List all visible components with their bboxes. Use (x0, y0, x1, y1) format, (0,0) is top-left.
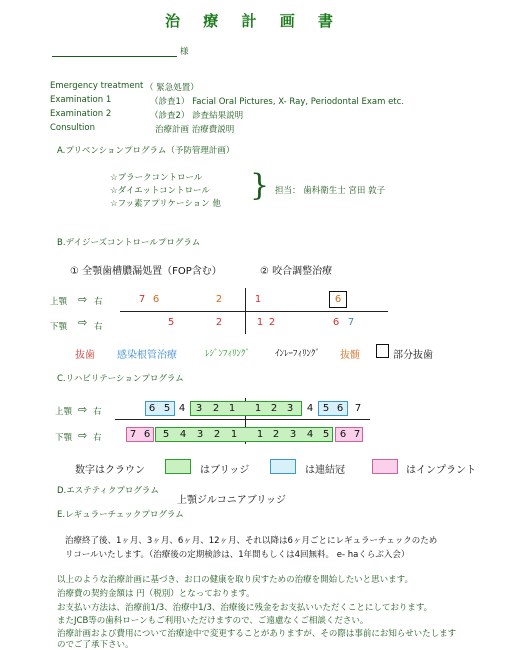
section-c-heading: C.リハビリテーションプログラム (57, 374, 184, 384)
section-e-line-1: 治療終了後、1ヶ月、3ヶ月、6ヶ月、12ヶ月、それ以降は6ヶ月ごとにレギュラーチェックのため (65, 536, 438, 546)
footer-line: お支払い方法は、治療前1/3、治療中1/3、治療後に残金をお支払いいただくことにしております。 (57, 603, 433, 613)
section-e-heading: E.レギュラーチェックプログラム (57, 510, 184, 520)
c-upper-tooth: 4 (306, 403, 314, 414)
intro-exam1-label: Examination 1 (50, 95, 112, 105)
legend-partial-box (376, 344, 389, 358)
c-lower-tooth: 6 (339, 429, 347, 440)
c-legend-bridge-swatch (165, 459, 191, 474)
legend-partial-extraction: 部分抜歯 (393, 350, 433, 361)
legend-extraction: 抜歯 (75, 350, 95, 361)
sama-label: 様 (180, 47, 189, 57)
c-upper-tooth: 5 (163, 403, 171, 414)
c-legend-crown: 数字はクラウン (75, 465, 145, 476)
c-legend-splint: は連結冠 (305, 465, 345, 476)
footer-line: 治療計画および費用について治療途中で変更することがありますが、その際は事前にお知らせいたします (57, 629, 457, 639)
c-upper-tooth: 1 (254, 403, 262, 414)
c-upper-tooth: 4 (178, 403, 186, 414)
c-upper-tooth: 6 (336, 403, 344, 414)
legend-inlay-filling: ｲﾝﾚｰﾌｨﾘﾝｸﾞ (275, 349, 321, 359)
c-lower-tooth: 4 (306, 429, 314, 440)
c-upper-arrow-icon: ⇨ (78, 403, 88, 416)
b-lower-arrow-icon: ⇨ (78, 316, 88, 329)
b-lower-tooth: 5 (167, 317, 175, 328)
footer-line: 治療費の契約金額は 円（税別）となっております。 (57, 589, 255, 599)
c-legend-bridge: はブリッジ (200, 465, 250, 476)
document-title: 治 療 計 画 書 (165, 12, 342, 30)
c-upper-tooth: 2 (270, 403, 278, 414)
b-chart-horizontal-line (120, 311, 388, 312)
c-lower-tooth: 7 (353, 429, 361, 440)
b-lower-right-label: 右 (94, 322, 103, 332)
section-d-heading: D.エステティクプログラム (57, 486, 159, 496)
footer-line: 以上のような治療計画に基づき、お口の健康を取り戻すための治療を開始したいと思います。 (57, 575, 413, 585)
section-b-plan-2: ② 咬合調整治療 (260, 266, 333, 277)
intro-emergency-desc: （ 緊急処置） (145, 83, 199, 93)
c-upper-right-label: 右 (93, 407, 102, 417)
legend-resin-filling: ﾚｼﾞﾝﾌｨﾘﾝｸﾞ (205, 349, 251, 359)
c-upper-tooth: 3 (195, 403, 203, 414)
c-lower-label: 下顎 (55, 433, 73, 443)
section-e-line-2: リコールいたします。（治療後の定期検診は、1年間もしくは4回無料。 e- haくらぶ入会） (65, 550, 410, 560)
c-lower-tooth: 4 (179, 429, 187, 440)
b-chart-vertical-line (245, 288, 246, 334)
b-upper-tooth: 6 (334, 294, 342, 305)
b-upper-right-label: 右 (94, 297, 103, 307)
legend-pulpectomy: 抜髄 (340, 350, 360, 361)
c-lower-right-label: 右 (93, 433, 102, 443)
intro-emergency-label: Emergency treatment (50, 81, 144, 91)
c-upper-tooth: 2 (212, 403, 220, 414)
section-a-item-2: ☆ダイエットコントロール (110, 186, 210, 196)
intro-consult-desc: 治療計画 治療費説明 (155, 125, 235, 135)
c-upper-tooth: 5 (322, 403, 330, 414)
c-lower-arrow-icon: ⇨ (78, 429, 88, 442)
b-lower-label: 下顎 (50, 322, 68, 332)
c-lower-tooth: 2 (213, 429, 221, 440)
c-upper-tooth: 6 (148, 403, 156, 414)
c-legend-splint-swatch (270, 459, 296, 474)
intro-consult-label: Consultion (50, 123, 95, 133)
intro-exam2-label: Examination 2 (50, 109, 112, 119)
c-lower-tooth: 2 (272, 429, 280, 440)
section-a-heading: A.プリベンションプログラム（予防管理計画） (57, 146, 235, 156)
b-lower-tooth: 2 (215, 317, 223, 328)
c-legend-implant: はインプラント (406, 465, 476, 476)
b-upper-label: 上顎 (50, 297, 68, 307)
c-upper-tooth: 1 (228, 403, 236, 414)
patient-name-line[interactable] (52, 55, 177, 57)
c-upper-label: 上顎 (55, 407, 73, 417)
c-lower-tooth: 1 (230, 429, 238, 440)
c-lower-tooth: 5 (162, 429, 170, 440)
intro-exam1-desc: （診査1） Facial Oral Pictures, X- Ray, Periodontal Exam etc. (150, 97, 405, 107)
b-upper-tooth: 7 (138, 294, 146, 305)
c-upper-tooth: 3 (286, 403, 294, 414)
b-lower-tooth: 7 (347, 317, 355, 328)
section-a-item-1: ☆プラークコントロール (110, 173, 203, 183)
c-lower-tooth: 3 (289, 429, 297, 440)
b-upper-arrow-icon: ⇨ (78, 293, 88, 306)
c-lower-tooth: 3 (196, 429, 204, 440)
b-lower-tooth: 2 (268, 317, 276, 328)
b-upper-tooth: 1 (254, 294, 262, 305)
intro-exam2-desc: （診査2） 診査結果説明 (150, 111, 244, 121)
b-upper-tooth: 2 (215, 294, 223, 305)
section-d-content: 上顎ジルコニアブリッジ (177, 495, 286, 506)
section-a-brace: } (250, 168, 270, 203)
legend-root-canal: 感染根管治療 (117, 350, 177, 361)
section-a-item-3: ☆フッ素アプリケーション 他 (110, 199, 221, 209)
c-chart-horizontal-line (115, 419, 370, 420)
c-lower-tooth: 6 (143, 429, 151, 440)
b-upper-tooth: 6 (152, 294, 160, 305)
section-a-staff: 担当： 歯科衛生士 宮田 敦子 (275, 186, 386, 196)
b-lower-tooth: 1 (256, 317, 264, 328)
c-lower-tooth: 5 (322, 429, 330, 440)
section-b-heading: B.デイジーズコントロールプログラム (57, 238, 201, 248)
c-lower-tooth: 7 (129, 429, 137, 440)
footer-line: またJCB等の歯科ローンもご利用いただけますので、ご遠慮なくご相談ください。 (57, 616, 369, 626)
b-lower-tooth: 6 (332, 317, 340, 328)
c-upper-tooth: 7 (354, 403, 362, 414)
c-legend-implant-swatch (372, 459, 398, 474)
section-b-plan-1: ① 全顎歯槽膿漏処置（FOP含む） (70, 266, 222, 277)
footer-line: のでご了承下さい。 (57, 640, 134, 650)
c-lower-tooth: 1 (256, 429, 264, 440)
